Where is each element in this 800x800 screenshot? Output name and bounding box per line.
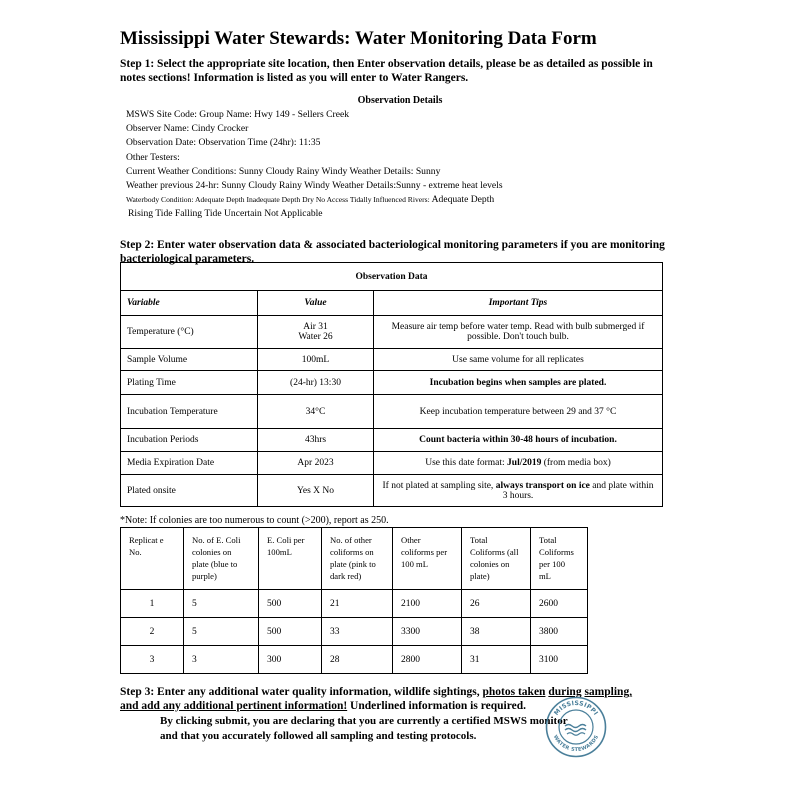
step-3-text: Step 3: Enter any additional water quality information, wildlife sightings, xyxy=(120,686,483,698)
data-cell: 26 xyxy=(462,590,531,618)
variable-cell: Plating Time xyxy=(121,371,258,395)
table-row xyxy=(121,316,663,349)
value-header: Value xyxy=(258,291,374,316)
observation-data-caption: Observation Data xyxy=(121,263,663,291)
ecoli-colonies-header: No. of E. Coli colonies on plate (blue to purple) xyxy=(184,528,259,590)
observation-date-line: Observation Date: Observation Time (24hr): 11:35 xyxy=(126,137,321,149)
waterbody-condition-label: Waterbody Condition: Adequate Depth Inadequate Depth Dry No Access Tidally Influenced Rivers: xyxy=(126,195,430,205)
data-cell: 300 xyxy=(259,646,322,674)
data-cell: 3300 xyxy=(393,618,462,646)
observer-name-line: Observer Name: Cindy Crocker xyxy=(126,123,249,135)
data-cell: 31 xyxy=(462,646,531,674)
step-1-instructions: Step 1: Select the appropriate site location, then Enter observation details, please be as detailed as possible in notes sections! Information is listed as you will enter to Water Rangers. xyxy=(120,58,653,84)
other-testers-line: Other Testers: xyxy=(126,151,180,163)
data-cell: 2100 xyxy=(393,590,462,618)
ecoli-per-100ml-header: E. Coli per 100mL xyxy=(259,528,322,590)
tip-bold-text: Jul/2019 xyxy=(507,458,542,468)
step-3-suffix: Underlined information is required. xyxy=(347,700,526,712)
data-cell: 3 xyxy=(184,646,259,674)
value-cell: (24-hr) 13:30 xyxy=(258,371,374,395)
tip-text: and plate within 3 hours. xyxy=(502,480,654,501)
value-cell: 100mL xyxy=(258,349,374,371)
data-cell: 3100 xyxy=(531,646,588,674)
tip-text: (from media box) xyxy=(541,458,611,468)
certification-declaration: By clicking submit, you are declaring that you are currently a certified MSWS monitor and that you accurately followed all sampling and testing protocols. xyxy=(160,715,568,742)
seal-bottom-text: WATER STEWARDS xyxy=(551,734,601,754)
tip-cell: Count bacteria within 30-48 hours of incubation. xyxy=(374,429,663,452)
previous-weather-line: Weather previous 24-hr: Sunny Cloudy Rainy Windy Weather Details:Sunny - extreme heat levels xyxy=(126,180,503,192)
observation-details xyxy=(126,108,503,222)
table-row xyxy=(121,349,663,371)
table-row xyxy=(121,395,663,429)
table-row xyxy=(121,371,663,395)
table-row xyxy=(121,452,663,475)
variable-cell: Media Expiration Date xyxy=(121,452,258,475)
tip-cell xyxy=(374,475,663,507)
data-cell: 2800 xyxy=(393,646,462,674)
value-cell: Yes X No xyxy=(258,475,374,507)
underlined-sampling: sampling, and add any additional pertinent information! xyxy=(120,686,633,712)
table-row xyxy=(121,646,588,674)
table-row xyxy=(121,429,663,452)
waterbody-condition-line xyxy=(126,193,503,207)
replicate-cell: 1 xyxy=(121,590,184,618)
variable-cell: Plated onsite xyxy=(121,475,258,507)
variable-header: Variable xyxy=(121,291,258,316)
value-cell xyxy=(258,316,374,349)
data-cell: 5 xyxy=(184,590,259,618)
tide-line: Rising Tide Falling Tide Uncertain Not Applicable xyxy=(128,208,323,220)
replicate-header: Replicat e No. xyxy=(121,528,184,590)
water-temp-value: Water 26 xyxy=(298,332,333,342)
air-temp-value: Air 31 xyxy=(303,322,328,332)
page-title: Mississippi Water Stewards: Water Monitoring Data Form xyxy=(120,28,597,49)
data-cell: 500 xyxy=(259,590,322,618)
current-weather-line: Current Weather Conditions: Sunny Cloudy Rainy Windy Weather Details: Sunny xyxy=(126,165,441,177)
variable-cell: Temperature (°C) xyxy=(121,316,258,349)
data-cell: 5 xyxy=(184,618,259,646)
observation-data-table xyxy=(120,262,663,507)
bacteria-count-table xyxy=(120,527,588,674)
tip-cell: Incubation begins when samples are plated. xyxy=(374,371,663,395)
variable-cell: Incubation Temperature xyxy=(121,395,258,429)
table-row xyxy=(121,590,588,618)
total-coliforms-header: Total Coliforms (all colonies on plate) xyxy=(462,528,531,590)
tip-cell: Measure air temp before water temp. Read with bulb submerged if possible. Don't touch bulb. xyxy=(374,316,663,349)
tip-cell: Keep incubation temperature between 29 and 37 °C xyxy=(374,395,663,429)
table-row xyxy=(121,618,588,646)
variable-cell: Incubation Periods xyxy=(121,429,258,452)
data-cell: 2600 xyxy=(531,590,588,618)
value-cell: 43hrs xyxy=(258,429,374,452)
tips-header: Important Tips xyxy=(374,291,663,316)
tip-bold-text: always transport on ice xyxy=(495,480,590,491)
data-cell: 38 xyxy=(462,618,531,646)
value-cell: Apr 2023 xyxy=(258,452,374,475)
data-cell: 21 xyxy=(322,590,393,618)
other-coliforms-per-100ml-header: Other coliforms per 100 mL xyxy=(393,528,462,590)
value-cell: 34°C xyxy=(258,395,374,429)
colony-count-note: *Note: If colonies are too numerous to count (>200), report as 250. xyxy=(120,515,389,526)
variable-cell: Sample Volume xyxy=(121,349,258,371)
tip-text: If not plated at sampling site, xyxy=(382,480,496,491)
observation-details-heading: Observation Details xyxy=(357,95,443,106)
replicate-cell: 2 xyxy=(121,618,184,646)
seal-top-text: MISSISSIPPI xyxy=(553,699,600,717)
underlined-photos: photos taken xyxy=(482,686,546,698)
mississippi-water-stewards-seal xyxy=(545,696,607,758)
table-header-row xyxy=(121,528,588,590)
data-cell: 500 xyxy=(259,618,322,646)
site-code-line: MSWS Site Code: Group Name: Hwy 149 - Sellers Creek xyxy=(126,109,350,120)
waterbody-condition-value: Adequate Depth xyxy=(429,194,495,206)
seal-icon xyxy=(545,696,607,758)
tip-cell xyxy=(374,452,663,475)
total-coliforms-per-100ml-header: Total Coliforms per 100 mL xyxy=(531,528,588,590)
step-2-instructions: Step 2: Enter water observation data & associated bacteriological monitoring parameters if you are monitoring bacteriological parameters. xyxy=(120,239,665,265)
tip-cell: Use same volume for all replicates xyxy=(374,349,663,371)
table-row xyxy=(121,475,663,507)
replicate-cell: 3 xyxy=(121,646,184,674)
underlined-during: during xyxy=(548,686,582,698)
tip-text: Use this date format: xyxy=(425,458,508,468)
other-coliforms-header: No. of other coliforms on plate (pink to dark red) xyxy=(322,528,393,590)
data-cell: 28 xyxy=(322,646,393,674)
data-cell: 33 xyxy=(322,618,393,646)
data-cell: 3800 xyxy=(531,618,588,646)
